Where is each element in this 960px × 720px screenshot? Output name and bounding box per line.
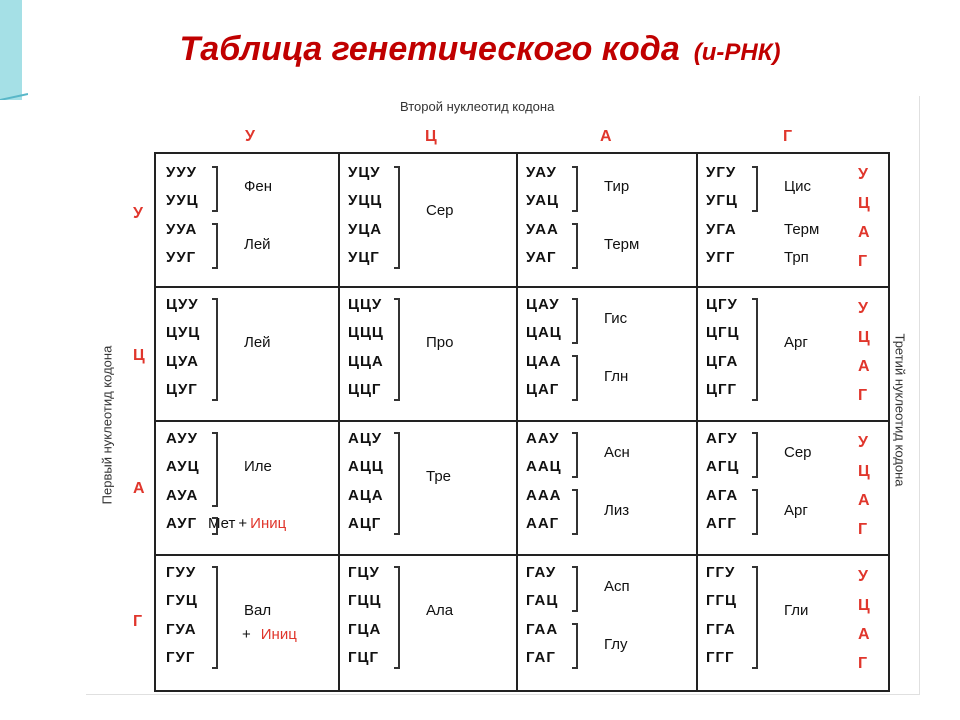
third-nucleotide-letter: У: [858, 568, 868, 585]
column-divider: [338, 154, 340, 690]
codon: ЦАУ: [526, 296, 560, 313]
codon-bracket: [212, 166, 218, 212]
amino-acid: Сер: [426, 202, 454, 219]
codon-bracket: [394, 432, 400, 535]
third-nucleotide-letter: Г: [858, 387, 868, 404]
codon: АГА: [706, 487, 739, 504]
codon-bracket: [212, 566, 218, 669]
amino-acid: Лей: [244, 236, 271, 253]
second-nucleotide-letter: А: [600, 128, 612, 145]
amino-acid: Арг: [784, 502, 808, 519]
codon: ЦАА: [526, 353, 562, 370]
codon: ЦУА: [166, 353, 199, 370]
codon: ГАА: [526, 621, 559, 638]
amino-acid: Глу: [604, 636, 628, 653]
amino-acid: Тир: [604, 178, 630, 195]
row-divider: [156, 420, 888, 422]
codon: ЦАГ: [526, 381, 560, 398]
codon: УАЦ: [526, 192, 559, 209]
codon: УГУ: [706, 164, 737, 181]
amino-acid: Асп: [604, 578, 630, 595]
codon: УГА: [706, 221, 737, 238]
codon: ГУА: [166, 621, 197, 638]
codon: ААУ: [526, 430, 560, 447]
codon-bracket: [572, 566, 578, 612]
codon: УАУ: [526, 164, 557, 181]
second-nucleotide-letter: Ц: [425, 128, 437, 145]
codon: АУА: [166, 487, 199, 504]
start-codon-note: [208, 515, 286, 532]
codon-bracket: [572, 298, 578, 344]
codon: ГЦЦ: [348, 592, 382, 609]
plus-sign: +: [242, 626, 251, 643]
third-nucleotide-letter: Г: [858, 521, 868, 538]
codon-bracket: [394, 298, 400, 401]
codon-bracket: [752, 432, 758, 478]
amino-acid: Тре: [426, 468, 452, 485]
plus-sign: +: [238, 515, 248, 532]
amino-acid: Вал: [244, 602, 272, 619]
third-nucleotide-label: Третий нуклеотид кодона: [892, 333, 908, 487]
codon: ЦУУ: [166, 296, 199, 313]
codon: ЦЦЦ: [348, 324, 384, 341]
codon-bracket: [572, 489, 578, 535]
third-nucleotide-letter: А: [858, 224, 870, 241]
start-codon-note: [242, 626, 297, 643]
third-nucleotide-letter: Ц: [858, 463, 870, 480]
codon-bracket: [394, 166, 400, 269]
codon: ЦЦА: [348, 353, 384, 370]
first-nucleotide-letter: У: [133, 205, 143, 222]
first-nucleotide-label: Первый нуклеотид кодона: [99, 345, 115, 505]
amino-acid: Терм: [784, 221, 820, 238]
third-nucleotide-letter: У: [858, 300, 868, 317]
codon: УЦА: [348, 221, 383, 238]
codon: ГАГ: [526, 649, 556, 666]
codon: ГЦГ: [348, 649, 379, 666]
codon-bracket: [572, 166, 578, 212]
third-nucleotide-letter: Ц: [858, 195, 870, 212]
third-nucleotide-letter: Ц: [858, 329, 870, 346]
column-divider: [516, 154, 518, 690]
second-nucleotide-letter: Г: [783, 128, 793, 145]
third-nucleotide-letter: А: [858, 492, 870, 509]
row-divider: [156, 554, 888, 556]
codon: ГЦА: [348, 621, 382, 638]
codon: ААЦ: [526, 458, 562, 475]
codon: УУГ: [166, 249, 197, 266]
codon: АЦУ: [348, 430, 383, 447]
codon-bracket: [572, 623, 578, 669]
third-nucleotide-letter: У: [858, 166, 868, 183]
codon: ГГЦ: [706, 592, 737, 609]
amino-acid: Лей: [244, 334, 271, 351]
first-nucleotide-letter: А: [133, 480, 145, 497]
codon-bracket: [394, 566, 400, 669]
codon: УГГ: [706, 249, 736, 266]
codon-bracket: [752, 166, 758, 212]
codon: АЦА: [348, 487, 384, 504]
amino-acid: Терм: [604, 236, 640, 253]
codon: ГАУ: [526, 564, 557, 581]
amino-acid: Фен: [244, 178, 273, 195]
third-nucleotide-letter: А: [858, 626, 870, 643]
codon: ЦУГ: [166, 381, 198, 398]
amino-acid: Сер: [784, 444, 812, 461]
first-nucleotide-letter: Г: [133, 613, 143, 630]
amino-acid: Асн: [604, 444, 630, 461]
third-nucleotide-letter: Г: [858, 655, 868, 672]
title-subtitle: (и-РНК): [693, 39, 781, 66]
codon: ААГ: [526, 515, 560, 532]
codon: ГУЦ: [166, 592, 198, 609]
second-nucleotide-letter: У: [245, 128, 255, 145]
codon: УЦЦ: [348, 192, 383, 209]
amino-acid: Лиз: [604, 502, 630, 519]
codon: АГГ: [706, 515, 737, 532]
codon: ЦУЦ: [166, 324, 201, 341]
slide-title: [0, 30, 960, 69]
codon: АЦГ: [348, 515, 382, 532]
codon-bracket: [752, 566, 758, 669]
third-nucleotide-letter: Г: [858, 253, 868, 270]
amino-acid: Иле: [244, 458, 272, 475]
codon-bracket: [212, 432, 218, 507]
amino-acid: Гис: [604, 310, 628, 327]
codon: УЦУ: [348, 164, 381, 181]
codon: УУА: [166, 221, 198, 238]
codon: ЦГЦ: [706, 324, 740, 341]
amino-acid: Трп: [784, 249, 809, 266]
codon: УАА: [526, 221, 559, 238]
init-label: Иниц: [250, 515, 287, 532]
codon: УЦГ: [348, 249, 380, 266]
codon: ГГА: [706, 621, 736, 638]
codon: АУЦ: [166, 458, 200, 475]
codon: ГУУ: [166, 564, 197, 581]
codon: ГГУ: [706, 564, 736, 581]
amino-acid: Ала: [426, 602, 454, 619]
codon-table: [154, 152, 890, 692]
codon: ЦЦГ: [348, 381, 382, 398]
amino-acid: Глн: [604, 368, 629, 385]
codon-bracket: [572, 223, 578, 269]
amino-acid: Про: [426, 334, 454, 351]
codon: УГЦ: [706, 192, 738, 209]
third-nucleotide-letter: Ц: [858, 597, 870, 614]
third-nucleotide-letter: У: [858, 434, 868, 451]
title-main: Таблица генетического кода: [179, 30, 680, 68]
codon: ГУГ: [166, 649, 196, 666]
codon: АГУ: [706, 430, 738, 447]
codon: ГАЦ: [526, 592, 559, 609]
third-nucleotide-letter: А: [858, 358, 870, 375]
codon: ЦГГ: [706, 381, 737, 398]
codon: АУУ: [166, 430, 198, 447]
amino-acid: Гли: [784, 602, 809, 619]
codon: УАГ: [526, 249, 557, 266]
codon-bracket: [572, 432, 578, 478]
column-divider: [696, 154, 698, 690]
amino-acid: Арг: [784, 334, 808, 351]
codon-bracket: [752, 298, 758, 401]
codon: АЦЦ: [348, 458, 384, 475]
codon: ААА: [526, 487, 562, 504]
codon: ЦГУ: [706, 296, 738, 313]
codon: ЦГА: [706, 353, 739, 370]
codon: АГЦ: [706, 458, 740, 475]
codon-bracket: [752, 489, 758, 535]
codon: ГГГ: [706, 649, 735, 666]
codon-bracket: [212, 223, 218, 269]
codon: ЦАЦ: [526, 324, 562, 341]
first-nucleotide-letter: Ц: [133, 347, 145, 364]
codon: ЦЦУ: [348, 296, 383, 313]
amino-acid: Цис: [784, 178, 811, 195]
codon-bracket: [212, 298, 218, 401]
codon: УУЦ: [166, 192, 199, 209]
init-label: Иниц: [260, 626, 297, 643]
codon-bracket: [572, 355, 578, 401]
second-nucleotide-label: Второй нуклеотид кодона: [400, 99, 555, 114]
codon: УУУ: [166, 164, 197, 181]
row-divider: [156, 286, 888, 288]
codon: ГЦУ: [348, 564, 380, 581]
codon: АУГ: [166, 515, 198, 532]
met-label: Мет: [208, 515, 236, 532]
